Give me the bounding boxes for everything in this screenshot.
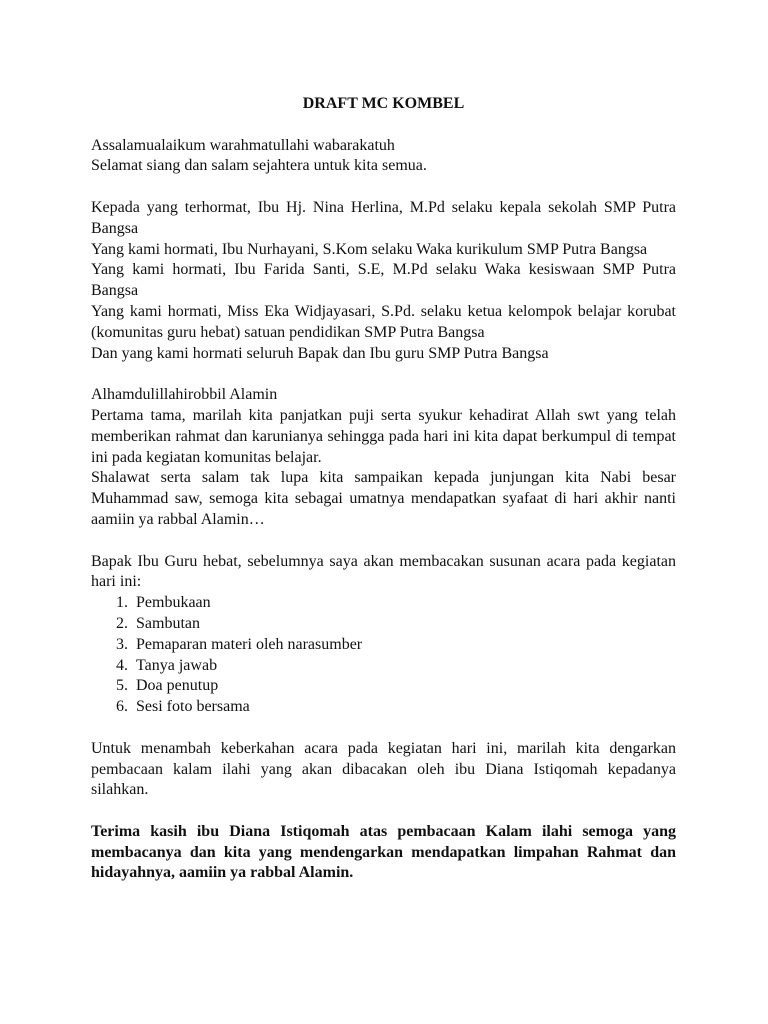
agenda-item xyxy=(91,656,676,677)
agenda-intro: Bapak Ibu Guru hebat, sebelumnya saya akan membacakan susunan acara pada kegiatan hari ini: xyxy=(91,552,676,591)
document-page xyxy=(91,94,676,884)
agenda-item xyxy=(91,676,676,697)
agenda-item-number: 1. xyxy=(116,594,128,612)
gratitude-paragraph: Pertama tama, marilah kita panjatkan puji serta syukur kehadirat Allah swt yang telah memberikan rahmat dan karunianya sehingga pada hari ini kita dapat berkumpul di tempat ini pada kegiatan komunitas belajar. xyxy=(91,406,676,466)
spacer xyxy=(91,718,676,739)
document-title: DRAFT MC KOMBEL xyxy=(302,95,465,112)
respect-line-student-affairs: Yang kami hormati, Ibu Farida Santi, S.E, M.Pd selaku Waka kesiswaan SMP Putra Bangsa xyxy=(91,261,676,300)
spacer xyxy=(91,531,676,552)
agenda-item xyxy=(91,635,676,656)
agenda-item-number: 3. xyxy=(116,635,128,653)
agenda-item-label: Pemaparan materi oleh narasumber xyxy=(136,635,363,653)
shalawat-paragraph: Shalawat serta salam tak lupa kita sampaikan kepada junjungan kita Nabi besar Muhammad saw, semoga kita sebagai umatnya mendapatkan syafaat di hari akhir nanti aamiin ya rabbal Alamin… xyxy=(91,469,676,528)
respect-line-teachers: Dan yang kami hormati seluruh Bapak dan Ibu guru SMP Putra Bangsa xyxy=(91,344,549,362)
agenda-item-label: Doa penutup xyxy=(136,677,219,695)
agenda-item xyxy=(91,593,676,614)
agenda-item-number: 2. xyxy=(116,614,128,632)
agenda-item-number: 4. xyxy=(116,656,128,674)
agenda-list xyxy=(91,593,676,718)
agenda-item-label: Tanya jawab xyxy=(136,656,218,674)
spacer xyxy=(91,801,676,822)
agenda-item xyxy=(91,614,676,635)
thanks-paragraph: Terima kasih ibu Diana Istiqomah atas pembacaan Kalam ilahi semoga yang membacanya dan kita yang mendengarkan mendapatkan limpahan Rahmat dan hidayahnya, aamiin ya rabbal Alamin. xyxy=(91,822,676,882)
spacer xyxy=(91,177,676,198)
respect-line-curriculum: Yang kami hormati, Ibu Nurhayani, S.Kom selaku Waka kurikulum SMP Putra Bangsa xyxy=(91,240,648,258)
agenda-item-number: 5. xyxy=(116,677,128,695)
agenda-item-label: Sesi foto bersama xyxy=(136,698,250,716)
greeting-line-2: Selamat siang dan salam sejahtera untuk kita semua. xyxy=(91,157,427,175)
spacer xyxy=(91,364,676,385)
agenda-item-number: 6. xyxy=(116,698,128,716)
agenda-item-label: Sambutan xyxy=(136,614,200,632)
greeting-line-1: Assalamualaikum warahmatullahi wabarakatuh xyxy=(91,136,395,154)
agenda-item-label: Pembukaan xyxy=(136,594,211,612)
alhamdulillah-line: Alhamdulillahirobbil Alamin xyxy=(91,386,278,404)
respect-line-principal: Kepada yang terhormat, Ibu Hj. Nina Herlina, M.Pd selaku kepala sekolah SMP Putra Bangsa xyxy=(91,198,676,237)
kalam-intro-paragraph: Untuk menambah keberkahan acara pada kegiatan hari ini, marilah kita dengarkan pembacaan kalam ilahi yang akan dibacakan oleh ibu Diana Istiqomah kepadanya silahkan. xyxy=(91,739,676,799)
respect-line-group-leader: Yang kami hormati, Miss Eka Widjayasari, S.Pd. selaku ketua kelompok belajar korubat (komunitas guru hebat) satuan pendidikan SMP Putra Bangsa xyxy=(91,302,676,341)
agenda-item xyxy=(91,697,676,718)
